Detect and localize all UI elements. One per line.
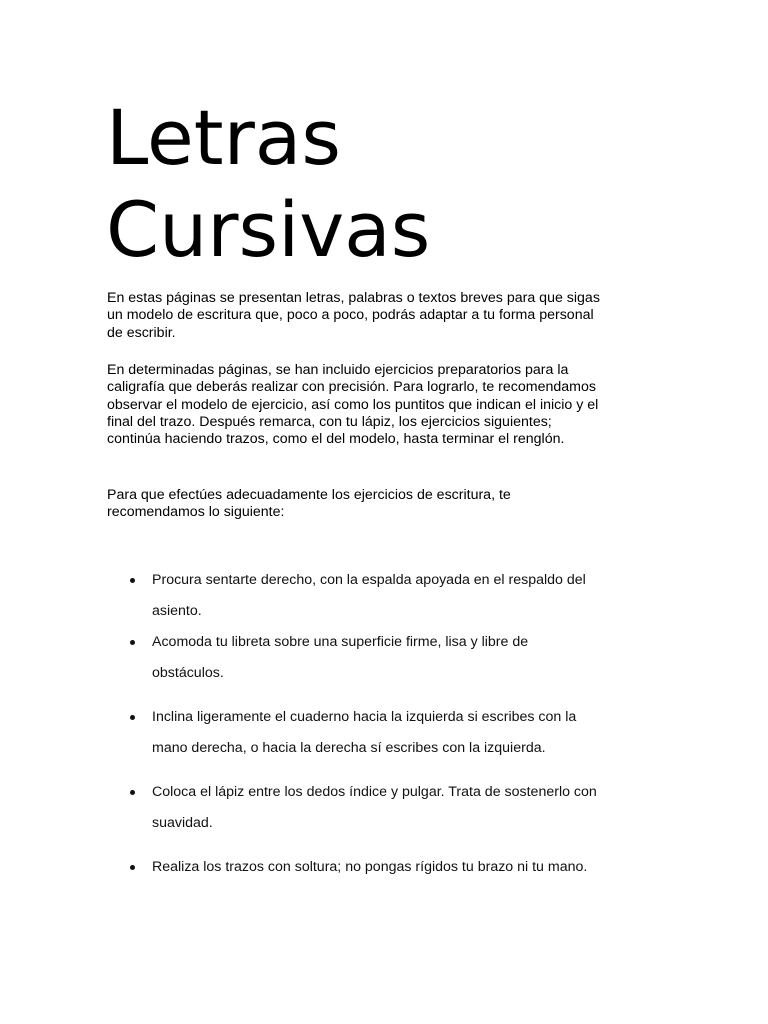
intro-paragraph: En estas páginas se presentan letras, palabras o textos breves para que sigas un modelo de escritura que, poco a poco, podrás adaptar a tu forma personal de escribir. [107,290,600,341]
title-line-2: Cursivas [106,185,431,274]
bullet-dot-icon [130,790,135,795]
bullet-dot-icon [130,715,135,720]
page-title [106,92,430,276]
bullet-dot-icon [130,640,135,645]
list-item-text: Realiza los trazos con soltura; no pongas rígidos tu brazo ni tu mano. [152,859,588,875]
list-item [152,702,602,764]
exercises-paragraph: En determinadas páginas, se han incluido ejercicios preparatorios para la caligrafía que deberás realizar con precisión. Para lograrlo, te recomendamos observar el modelo de ejercicio, así como los puntitos que indican el inicio y el final del trazo. Después remarca, con tu lápiz, los ejercicios siguientes; continúa haciendo trazos, como el del modelo, hasta terminar el renglón. [107,362,599,448]
list-item-text: Inclina ligeramente el cuaderno hacia la izquierda si escribes con la mano derecha, o hacia la derecha sí escribes con la izquierda. [152,709,577,756]
list-item [152,777,602,839]
bullet-dot-icon [130,865,135,870]
title-line-1: Letras [106,93,341,182]
recommendations-paragraph: Para que efectúes adecuadamente los ejercicios de escritura, te recomendamos lo siguiente: [107,487,511,521]
list-item-text: Coloca el lápiz entre los dedos índice y pulgar. Trata de sostenerlo con suavidad. [152,784,597,831]
list-item [152,852,602,883]
list-item [152,565,602,627]
list-item-text: Procura sentarte derecho, con la espalda apoyada en el respaldo del asiento. [152,572,586,619]
bullet-dot-icon [130,578,135,583]
list-item [152,627,602,689]
list-item-text: Acomoda tu libreta sobre una superficie firme, lisa y libre de obstáculos. [152,634,529,681]
